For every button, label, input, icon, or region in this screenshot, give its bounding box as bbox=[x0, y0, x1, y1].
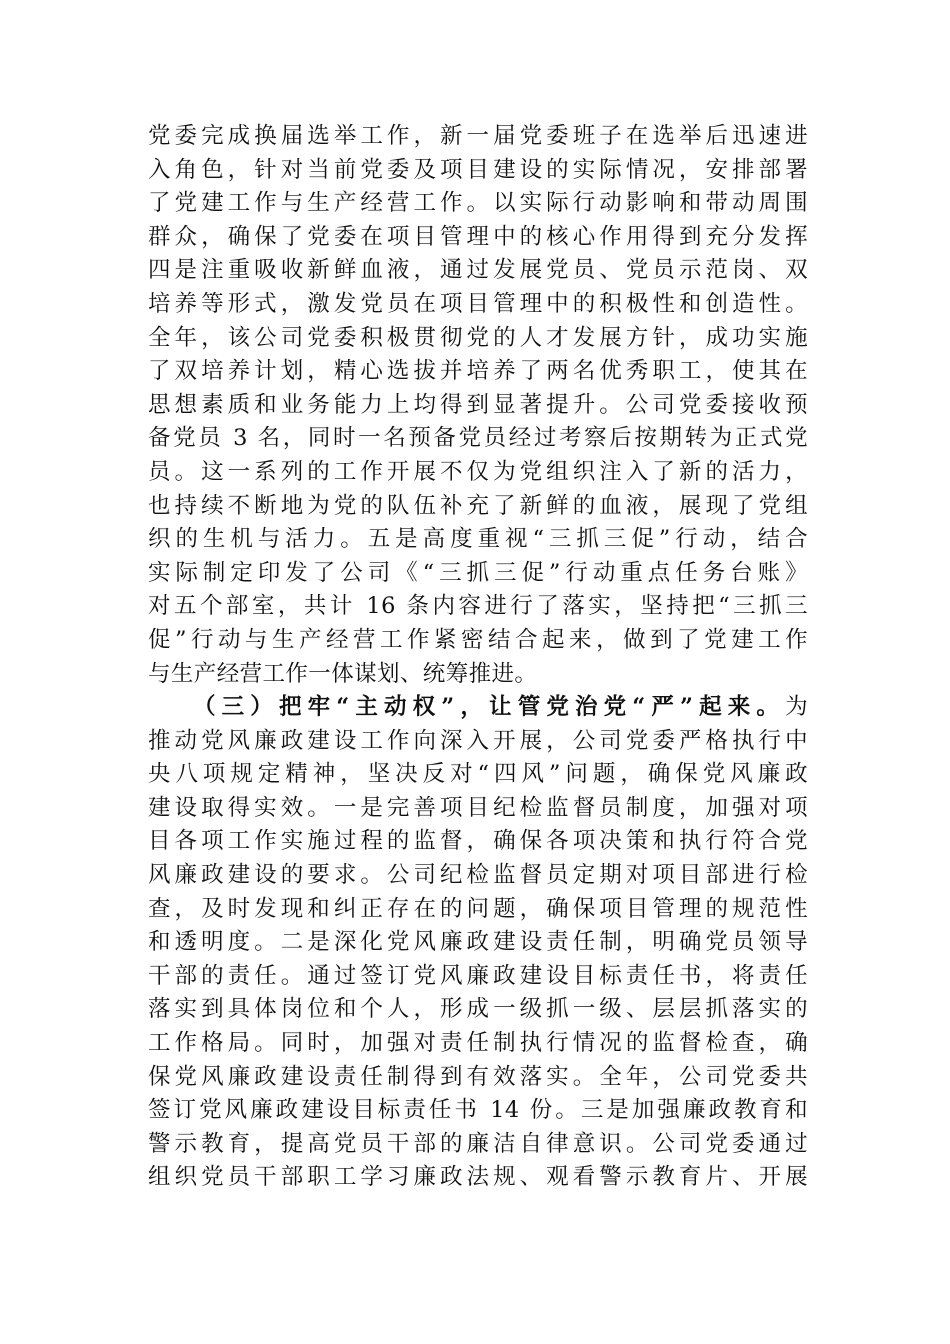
text-line: 保党风廉政建设责任制得到有效落实。全年，公司党委共 bbox=[148, 1063, 808, 1090]
section-heading-line bbox=[148, 691, 808, 725]
paragraph-discipline bbox=[148, 691, 808, 1195]
text-line: 推动党风廉政建设工作向深入开展，公司党委严格执行中 bbox=[148, 727, 808, 754]
text-line: 思想素质和业务能力上均得到显著提升。公司党委接收预 bbox=[148, 391, 808, 418]
text-line: 全年，该公司党委积极贯彻党的人才发展方针，成功实施 bbox=[148, 324, 808, 351]
text-line: 目各项工作实施过程的监督，确保各项决策和执行符合党 bbox=[148, 828, 808, 855]
text-line: 也持续不断地为党的队伍补充了新鲜的血液，展现了党组 bbox=[148, 492, 808, 519]
text-line: 和透明度。二是深化党风廉政建设责任制，明确党员领导 bbox=[148, 929, 808, 956]
document-body bbox=[148, 120, 808, 1195]
text-line: 查，及时发现和纠正存在的问题，确保项目管理的规范性 bbox=[148, 895, 808, 922]
text-line: 工作格局。同时，加强对责任制执行情况的监督检查，确 bbox=[148, 1030, 808, 1057]
text-line: 签订党风廉政建设目标责任书 14 份。三是加强廉政教育和 bbox=[148, 1097, 808, 1124]
text-line: 组织党员干部职工学习廉政法规、观看警示教育片、开展 bbox=[148, 1164, 808, 1191]
text-line: 了双培养计划，精心选拔并培养了两名优秀职工，使其在 bbox=[148, 358, 808, 385]
text-line: 干部的责任。通过签订党风廉政建设目标责任书，将责任 bbox=[148, 962, 808, 989]
text-line: 了党建工作与生产经营工作。以实际行动影响和带动周围 bbox=[148, 190, 808, 217]
section-heading: （三）把牢“主动权”，让管党治党“严”起来。 bbox=[193, 694, 786, 721]
text-line: 风廉政建设的要求。公司纪检监督员定期对项目部进行检 bbox=[148, 862, 808, 889]
paragraph-party-building bbox=[148, 120, 808, 691]
text-line: 四是注重吸收新鲜血液，通过发展党员、党员示范岗、双 bbox=[148, 257, 808, 284]
text-line: 入角色，针对当前党委及项目建设的实际情况，安排部署 bbox=[148, 156, 808, 183]
text-line: 与生产经营工作一体谋划、统筹推进。 bbox=[148, 660, 538, 687]
text-line: 促”行动与生产经营工作紧密结合起来，做到了党建工作 bbox=[148, 626, 808, 653]
text-line: 建设取得实效。一是完善项目纪检监督员制度，加强对项 bbox=[148, 794, 808, 821]
text-line: 员。这一系列的工作开展不仅为党组织注入了新的活力， bbox=[148, 458, 808, 485]
text-line: 备党员 3 名，同时一名预备党员经过考察后按期转为正式党 bbox=[148, 425, 808, 452]
text-line: 对五个部室，共计 16 条内容进行了落实，坚持把“三抓三 bbox=[148, 593, 808, 620]
text-line: 落实到具体岗位和个人，形成一级抓一级、层层抓落实的 bbox=[148, 996, 808, 1023]
text-line: 织的生机与活力。五是高度重视“三抓三促”行动，结合 bbox=[148, 526, 808, 553]
text-fragment: 为 bbox=[785, 694, 808, 721]
text-line: 党委完成换届选举工作，新一届党委班子在选举后迅速进 bbox=[148, 123, 808, 149]
text-line: 实际制定印发了公司《“三抓三促”行动重点任务台账》 bbox=[148, 559, 808, 586]
text-line: 群众，确保了党委在项目管理中的核心作用得到充分发挥 bbox=[148, 223, 808, 250]
text-line: 央八项规定精神，坚决反对“四风”问题，确保党风廉政 bbox=[148, 761, 808, 788]
text-line: 警示教育，提高党员干部的廉洁自律意识。公司党委通过 bbox=[148, 1130, 808, 1157]
text-line: 培养等形式，激发党员在项目管理中的积极性和创造性。 bbox=[148, 290, 808, 317]
